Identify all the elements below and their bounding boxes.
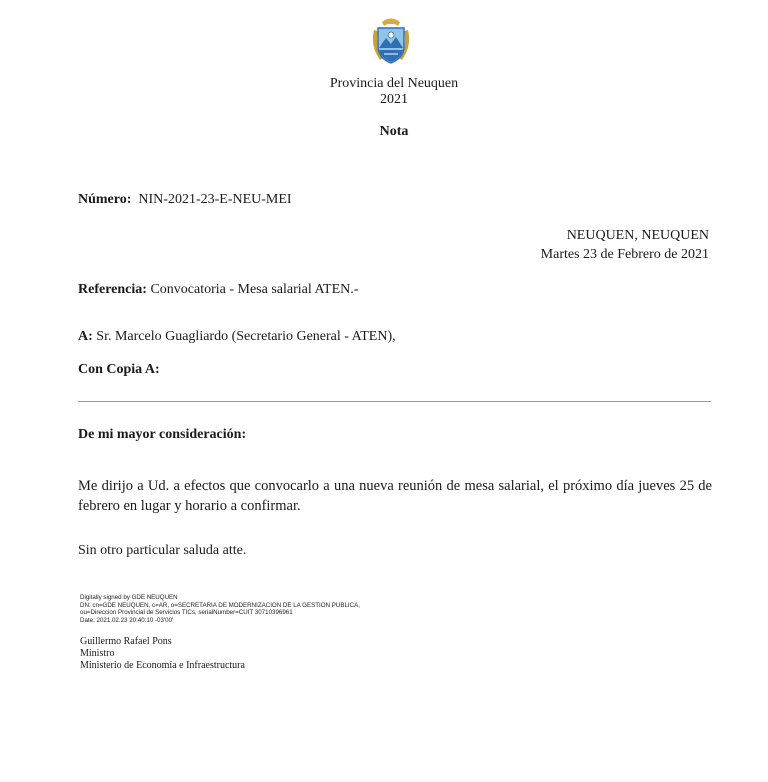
body-paragraph: Me dirijo a Ud. a efectos que convocarlo a una nueva reunión de mesa salarial, el próximo día jueves 25 de febrero en lugar y horario a confirmar. bbox=[78, 478, 712, 514]
referencia-label: Referencia: bbox=[78, 282, 147, 297]
salutation-text: De mi mayor consideración: bbox=[78, 427, 247, 442]
document-type: Nota bbox=[379, 124, 409, 139]
digital-signature-line-2: DN: cn=GDE NEUQUEN, c=AR, o=SECRETARIA DE MODERNIZACION DE LA GESTION PUBLICA, bbox=[80, 601, 360, 609]
date: Martes 23 de Febrero de 2021 bbox=[540, 247, 709, 262]
place: NEUQUEN, NEUQUEN bbox=[566, 228, 709, 243]
digital-signature-line-4: Date: 2021.02.23 20:40:10 -03'00' bbox=[80, 616, 174, 624]
digital-signature-line-1: Digitally signed by GDE NEUQUEN bbox=[80, 594, 178, 601]
con-copia-line bbox=[78, 362, 160, 378]
destinatario-line bbox=[78, 329, 396, 345]
destinatario-label: A: bbox=[78, 329, 93, 344]
digital-signature-line-3: ou=Direccion Provincial de Servicios TICs, serialNumber=CUIT 30710396961 bbox=[80, 609, 293, 616]
document-year: 2021 bbox=[380, 92, 408, 107]
referencia-value: Convocatoria - Mesa salarial ATEN.- bbox=[150, 282, 359, 297]
numero-line bbox=[78, 192, 292, 208]
referencia-line bbox=[78, 282, 358, 298]
province-name: Provincia del Neuquen bbox=[329, 76, 459, 91]
numero-label: Número: bbox=[78, 192, 132, 207]
salutation bbox=[78, 427, 246, 443]
divider bbox=[78, 401, 711, 402]
signer-ministry: Ministerio de Economía e Infraestructura bbox=[80, 660, 245, 671]
coat-of-arms-icon bbox=[368, 16, 414, 66]
numero-value: NIN-2021-23-E-NEU-MEI bbox=[138, 192, 292, 207]
con-copia-label: Con Copia A: bbox=[78, 362, 160, 377]
signer-name: Guillermo Rafael Pons bbox=[80, 636, 172, 647]
destinatario-value: Sr. Marcelo Guagliardo (Secretario General - ATEN), bbox=[96, 329, 396, 344]
closing-line: Sin otro particular saluda atte. bbox=[78, 543, 247, 558]
signer-title: Ministro bbox=[80, 648, 115, 659]
